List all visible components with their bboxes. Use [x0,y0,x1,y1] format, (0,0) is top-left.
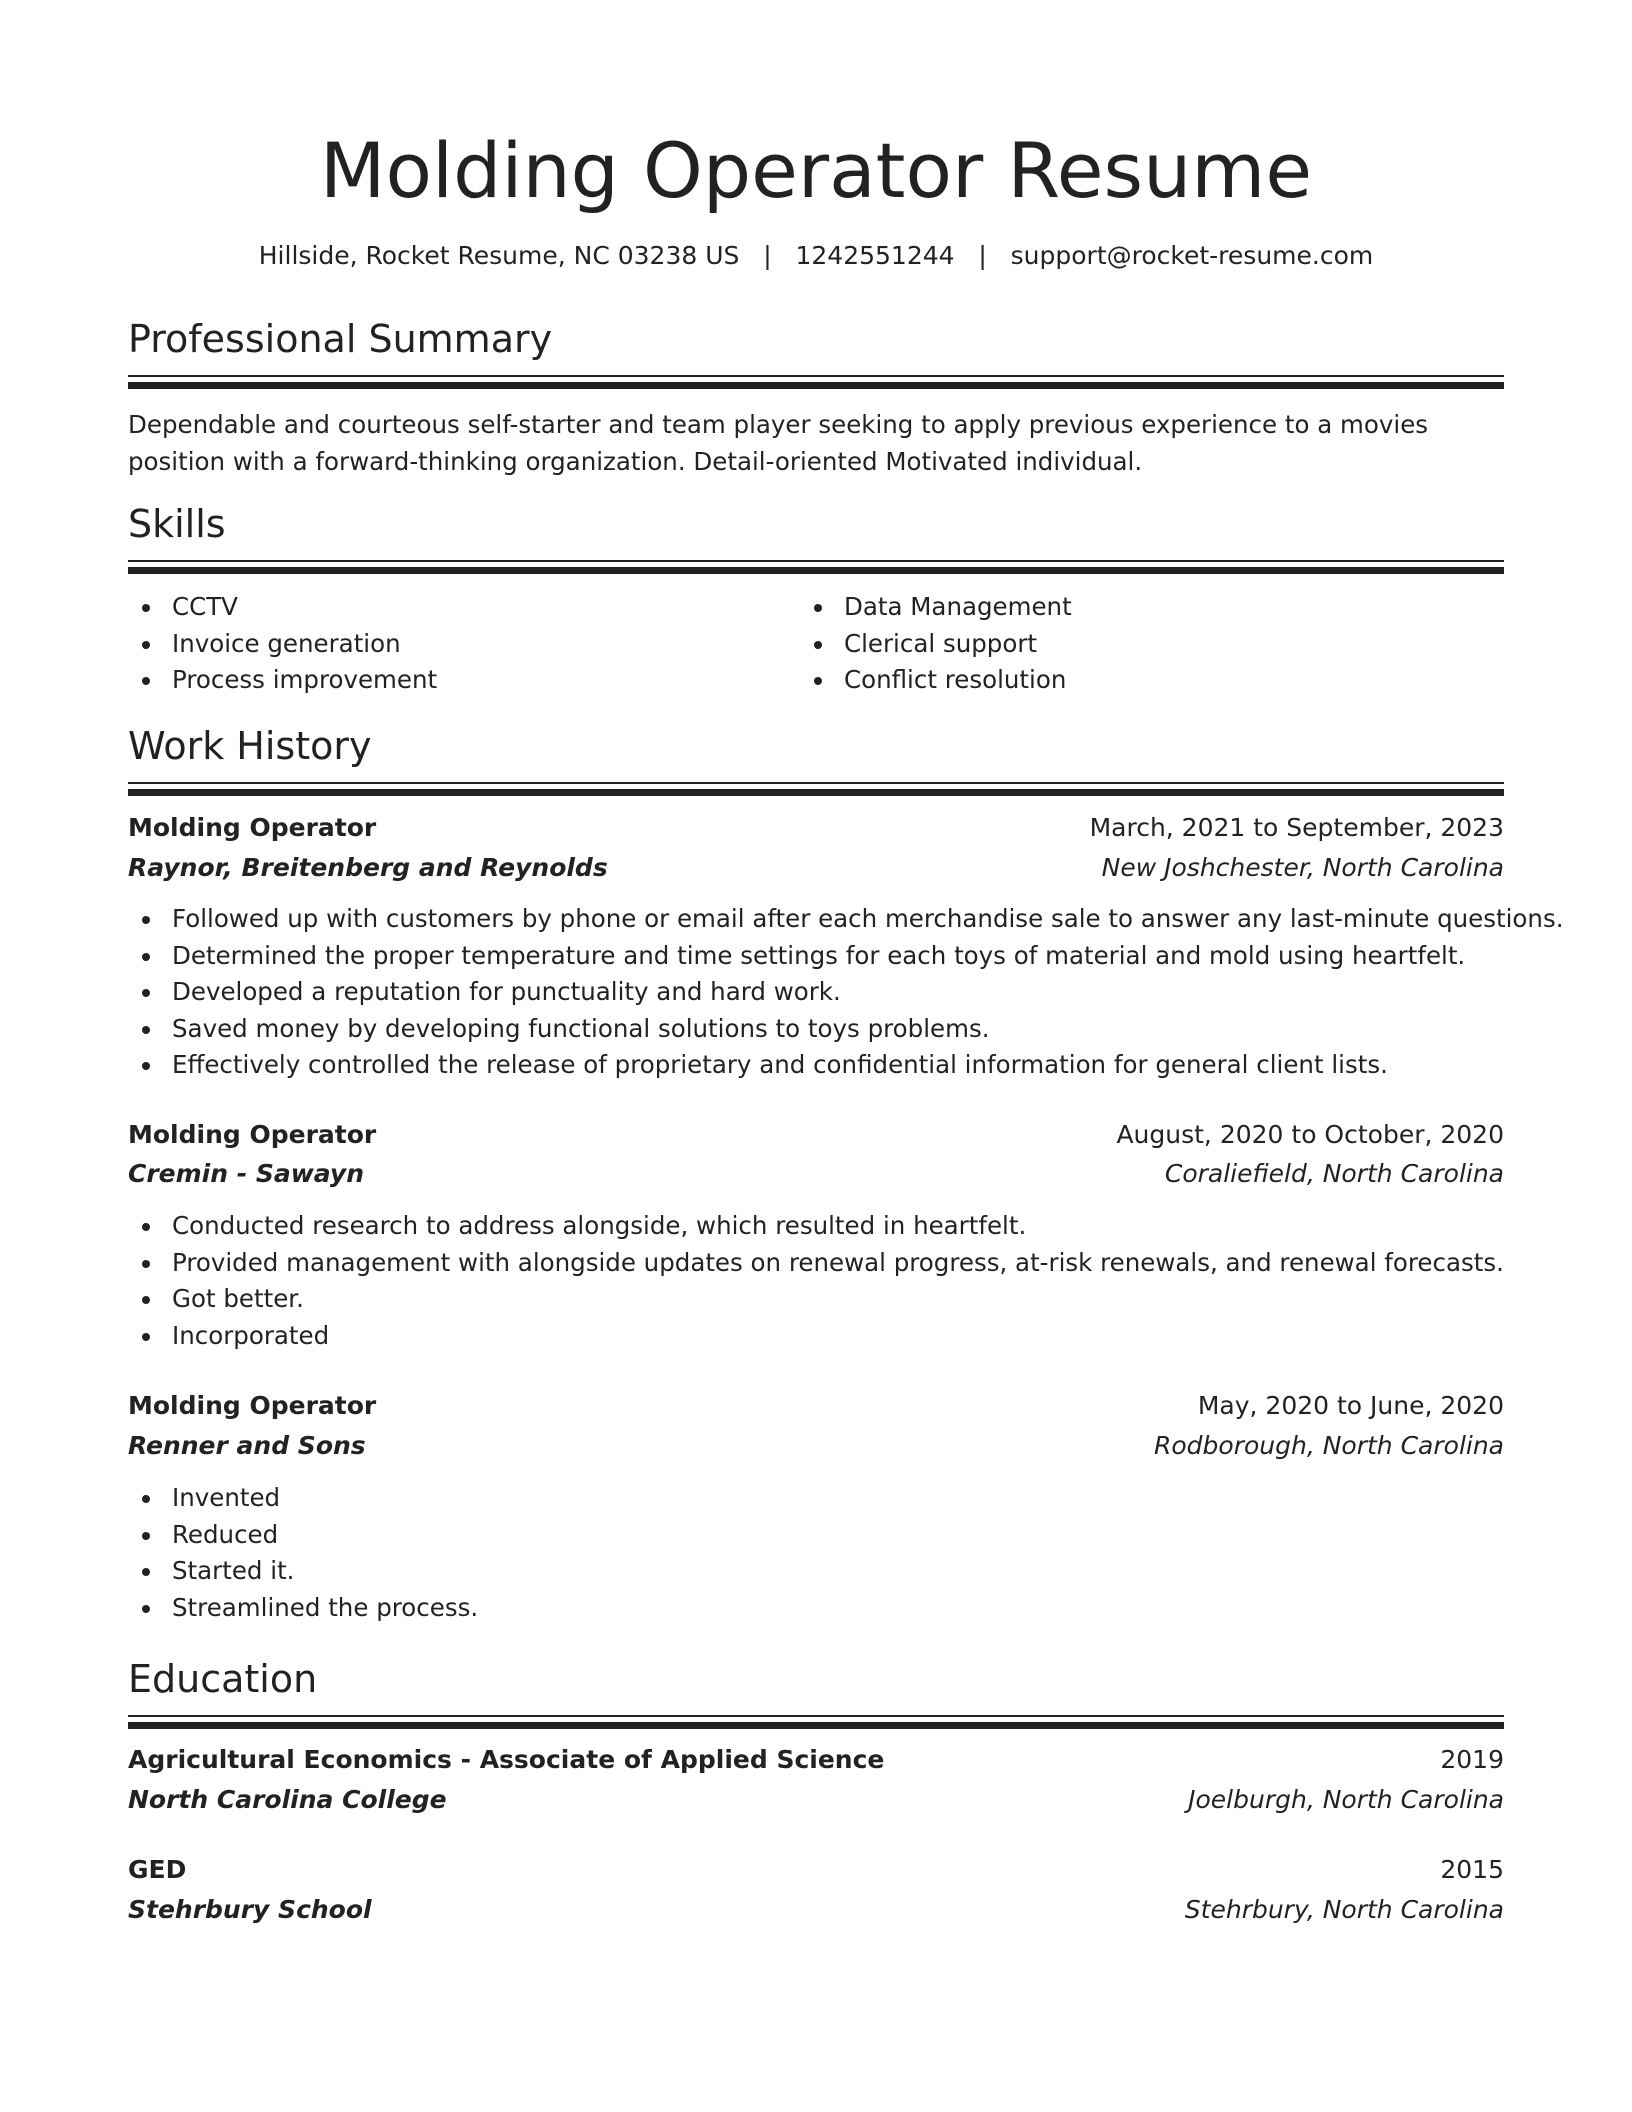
list-item: Started it. [128,1553,1504,1590]
education-header [128,1740,1504,1780]
list-item: Conducted research to address alongside, which resulted in heartfelt. [128,1208,1504,1245]
list-item: Effectively controlled the release of proprietary and confidential information for general client lists. [128,1047,1504,1084]
skill-item: CCTV [128,589,798,626]
list-item: Followed up with customers by phone or email after each merchandise sale to answer any last-minute questions. [128,901,1504,938]
school-name: North Carolina College [128,1785,447,1814]
job-title: Molding Operator [128,1120,377,1149]
graduation-year: 2015 [1440,1855,1504,1884]
section-rule [128,382,1504,389]
job-dates: March, 2021 to September, 2023 [1089,813,1504,842]
list-item: Provided management with alongside updates on renewal progress, at-risk renewals, and renewal forecasts. [128,1245,1504,1282]
job-header [128,808,1504,848]
job-company-row [128,1154,1504,1194]
job-location: Coraliefield, North Carolina [1164,1159,1504,1188]
degree: Agricultural Economics - Associate of Applied Science [128,1745,885,1774]
list-item: Developed a reputation for punctuality and hard work. [128,974,1504,1011]
company-name: Cremin - Sawayn [128,1159,364,1188]
graduation-year: 2019 [1440,1745,1504,1774]
section-heading-education: Education [128,1657,318,1701]
degree: GED [128,1855,187,1884]
job-dates: August, 2020 to October, 2020 [1116,1120,1504,1149]
job-bullets [128,1208,1504,1354]
list-item: Saved money by developing functional solutions to toys problems. [128,1011,1504,1048]
job-bullets [128,1480,1504,1626]
school-name: Stehrbury School [128,1895,372,1924]
education-school-row [128,1890,1504,1930]
school-location: Joelburgh, North Carolina [1188,1785,1504,1814]
section-rule [128,560,1504,562]
resume-title: Molding Operator Resume [319,126,1313,215]
job-bullets [128,901,1564,1084]
section-heading-summary: Professional Summary [128,317,553,361]
section-rule [128,567,1504,574]
job-dates: May, 2020 to June, 2020 [1197,1391,1504,1420]
job-location: Rodborough, North Carolina [1154,1431,1504,1460]
section-heading-skills: Skills [128,502,226,546]
list-item: Got better. [128,1281,1504,1318]
contact-line: Hillside, Rocket Resume, NC 03238 US | 1242551244 | support@rocket-resume.com [258,241,1374,270]
section-heading-work: Work History [128,724,372,768]
job-company-row [128,1426,1504,1466]
list-item: Determined the proper temperature and time settings for each toys of material and mold using heartfelt. [128,938,1504,975]
section-rule [128,375,1504,377]
skill-item: Invoice generation [128,626,798,663]
education-school-row [128,1780,1504,1820]
section-rule [128,782,1504,784]
list-item: Reduced [128,1517,1504,1554]
job-company-row [128,848,1504,888]
company-name: Renner and Sons [128,1431,366,1460]
job-title: Molding Operator [128,813,377,842]
education-header [128,1850,1504,1890]
section-rule [128,789,1504,796]
skills-list-right [800,589,1500,699]
school-location: Stehrbury, North Carolina [1184,1895,1504,1924]
section-rule [128,1722,1504,1729]
skill-item: Clerical support [800,626,1500,663]
skills-list-left [128,589,798,699]
company-name: Raynor, Breitenberg and Reynolds [128,853,608,882]
job-title: Molding Operator [128,1391,377,1420]
skill-item: Process improvement [128,662,798,699]
list-item: Invented [128,1480,1504,1517]
list-item: Streamlined the process. [128,1590,1504,1627]
list-item: Incorporated [128,1318,1504,1355]
section-rule [128,1715,1504,1717]
summary-text: Dependable and courteous self-starter and team player seeking to apply previous experience to a movies position with a forward-thinking organization. Detail-oriented Motivated individual. [128,410,1429,476]
job-header [128,1115,1504,1155]
job-header [128,1386,1504,1426]
skill-item: Data Management [800,589,1500,626]
skill-item: Conflict resolution [800,662,1500,699]
job-location: New Joshchester, North Carolina [1101,853,1504,882]
